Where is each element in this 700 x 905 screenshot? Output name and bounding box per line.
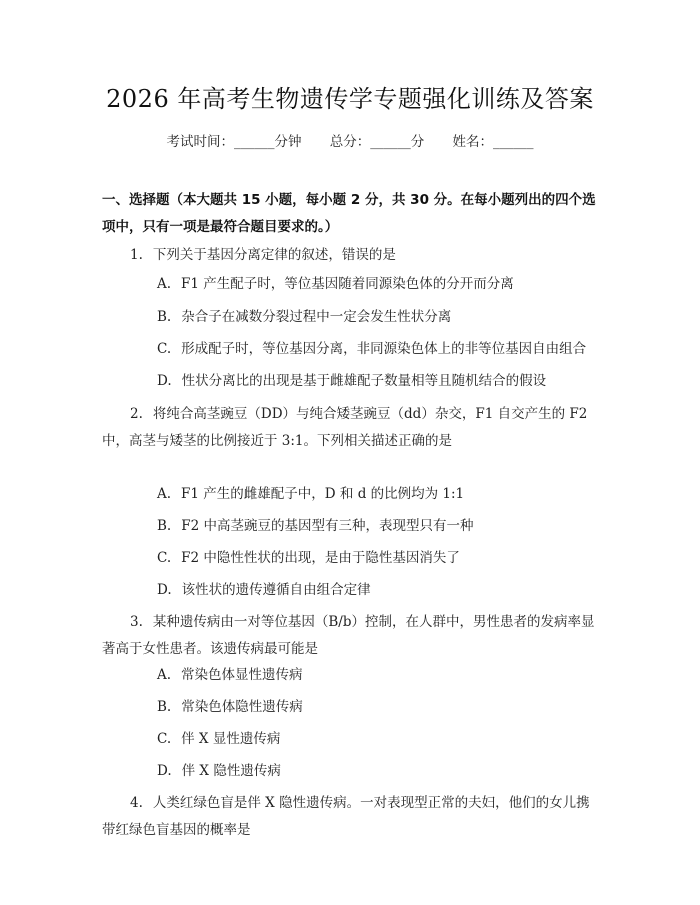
option-3d (157, 760, 602, 782)
total-score: 总分：______分 (329, 134, 425, 150)
option-2d (157, 579, 602, 601)
option-label: C. (157, 341, 172, 357)
question-3 (102, 609, 602, 663)
option-1c (157, 338, 602, 360)
question-4 (102, 790, 602, 844)
question-stem: 某种遗传病由一对等位基因（B/b）控制，在人群中，男性患者的发病率显著高于女性患者。该遗传病最可能是 (102, 614, 595, 657)
option-2b (157, 515, 602, 537)
option-label: B. (157, 309, 172, 325)
question-number: 3. (130, 614, 143, 630)
option-2c (157, 547, 602, 569)
option-1a (157, 273, 602, 295)
exam-time: 考试时间：______分钟 (166, 134, 302, 150)
option-1d (157, 370, 602, 392)
option-text: F2 中隐性性状的出现，是由于隐性基因消失了 (181, 550, 460, 566)
question-stem: 人类红绿色盲是伴 X 隐性遗传病。一对表现型正常的夫妇，他们的女儿携带红绿色盲基因的概率是 (102, 795, 590, 838)
option-text: F1 产生配子时，等位基因随着同源染色体的分开而分离 (181, 276, 514, 292)
option-text: 形成配子时，等位基因分离，非同源染色体上的非等位基因自由组合 (181, 341, 587, 357)
option-3b (157, 696, 602, 718)
option-label: A. (157, 486, 172, 502)
question-number: 1. (130, 247, 143, 263)
option-label: D. (157, 763, 172, 779)
exam-meta (0, 131, 700, 153)
option-label: C. (157, 550, 172, 566)
student-name: 姓名：______ (452, 134, 534, 150)
question-number: 4. (130, 795, 143, 811)
option-label: D. (157, 582, 172, 598)
question-stem: 下列关于基因分离定律的叙述，错误的是 (152, 247, 396, 263)
option-2a (157, 483, 602, 505)
question-1 (102, 242, 602, 269)
option-3c (157, 728, 602, 750)
option-label: A. (157, 667, 172, 683)
question-number: 2. (130, 406, 143, 422)
option-text: 常染色体显性遗传病 (181, 667, 303, 683)
option-text: 该性状的遗传遵循自由组合定律 (181, 582, 371, 598)
option-text: F1 产生的雌雄配子中，D 和 d 的比例均为 1:1 (181, 486, 465, 502)
option-label: A. (157, 276, 172, 292)
option-text: 性状分离比的出现是基于雌雄配子数量相等且随机结合的假设 (181, 373, 547, 389)
option-text: 伴 X 显性遗传病 (181, 731, 281, 747)
question-2 (102, 401, 602, 455)
option-label: B. (157, 518, 172, 534)
option-1b (157, 306, 602, 328)
option-3a (157, 664, 602, 686)
option-text: 常染色体隐性遗传病 (181, 699, 303, 715)
option-label: D. (157, 373, 172, 389)
option-label: C. (157, 731, 172, 747)
option-text: 伴 X 隐性遗传病 (181, 763, 281, 779)
section-heading: 一、选择题（本大题共 15 小题，每小题 2 分，共 30 分。在每小题列出的四个选项中，只有一项是最符合题目要求的。） (102, 192, 596, 235)
option-label: B. (157, 699, 172, 715)
question-stem: 将纯合高茎豌豆（DD）与纯合矮茎豌豆（dd）杂交，F1 自交产生的 F2 中，高茎与矮茎的比例接近于 3:1。下列相关描述正确的是 (102, 406, 588, 449)
option-text: 杂合子在减数分裂过程中一定会发生性状分离 (181, 309, 452, 325)
page-title: 2026 年高考生物遗传学专题强化训练及答案 (106, 85, 594, 113)
option-text: F2 中高茎豌豆的基因型有三种，表现型只有一种 (181, 518, 474, 534)
